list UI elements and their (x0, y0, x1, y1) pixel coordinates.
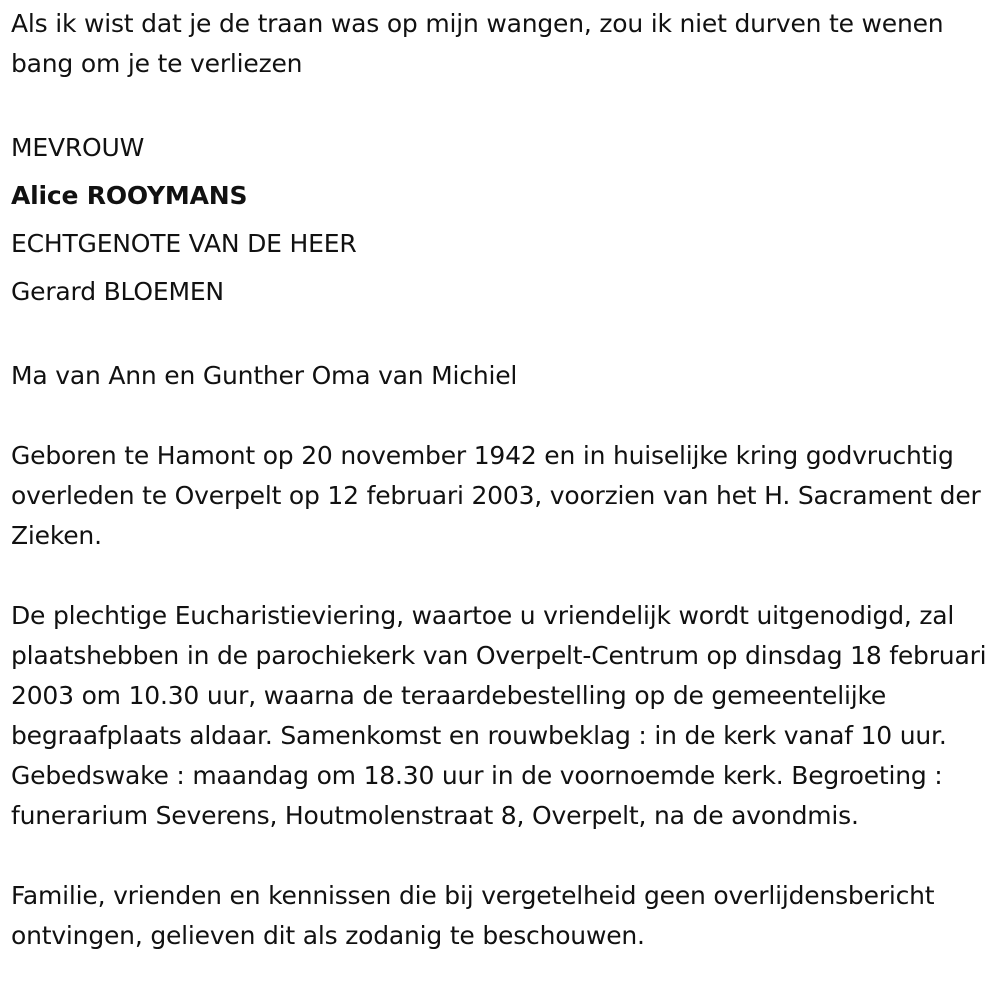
spacer (11, 84, 996, 124)
birth-death-paragraph: Geboren te Hamont op 20 november 1942 en in huiselijke kring godvruchtig overleden te Overpelt op 12 februari 2003, voorzien van het H. Sacrament der Zieken. (11, 441, 981, 550)
obituary-document (11, 4, 996, 956)
closing-paragraph: Familie, vrienden en kennissen die bij vergetelheid geen overlijdensbericht ontvingen, gelieven dit als zodanig te beschouwen. (11, 881, 935, 950)
poem-paragraph: Als ik wist dat je de traan was op mijn wangen, zou ik niet durven te wenen bang om je te verliezen (11, 9, 944, 78)
family-paragraph: Ma van Ann en Gunther Oma van Michiel (11, 361, 518, 390)
deceased-title: MEVROUW (11, 133, 145, 162)
spacer (11, 396, 996, 436)
spacer (11, 836, 996, 876)
ceremony-paragraph: De plechtige Eucharistieviering, waartoe u vriendelijk wordt uitgenodigd, zal plaatshebben in de parochiekerk van Overpelt-Centrum op dinsdag 18 februari 2003 om 10.30 uur, waarna de teraardebestelling op de gemeentelijke begraafplaats aldaar. Samenkomst en rouwbeklag : in de kerk vanaf 10 uur. Gebedswake : maandag om 18.30 uur in de voornoemde kerk. Begroeting : funerarium Severens, Houtmolenstraat 8, Overpelt, na de avondmis. (11, 601, 987, 830)
spouse-name: Gerard BLOEMEN (11, 277, 224, 306)
spacer (11, 556, 996, 596)
deceased-name: Alice ROOYMANS (11, 181, 248, 210)
spacer (11, 316, 996, 356)
deceased-relation: ECHTGENOTE VAN DE HEER (11, 229, 357, 258)
